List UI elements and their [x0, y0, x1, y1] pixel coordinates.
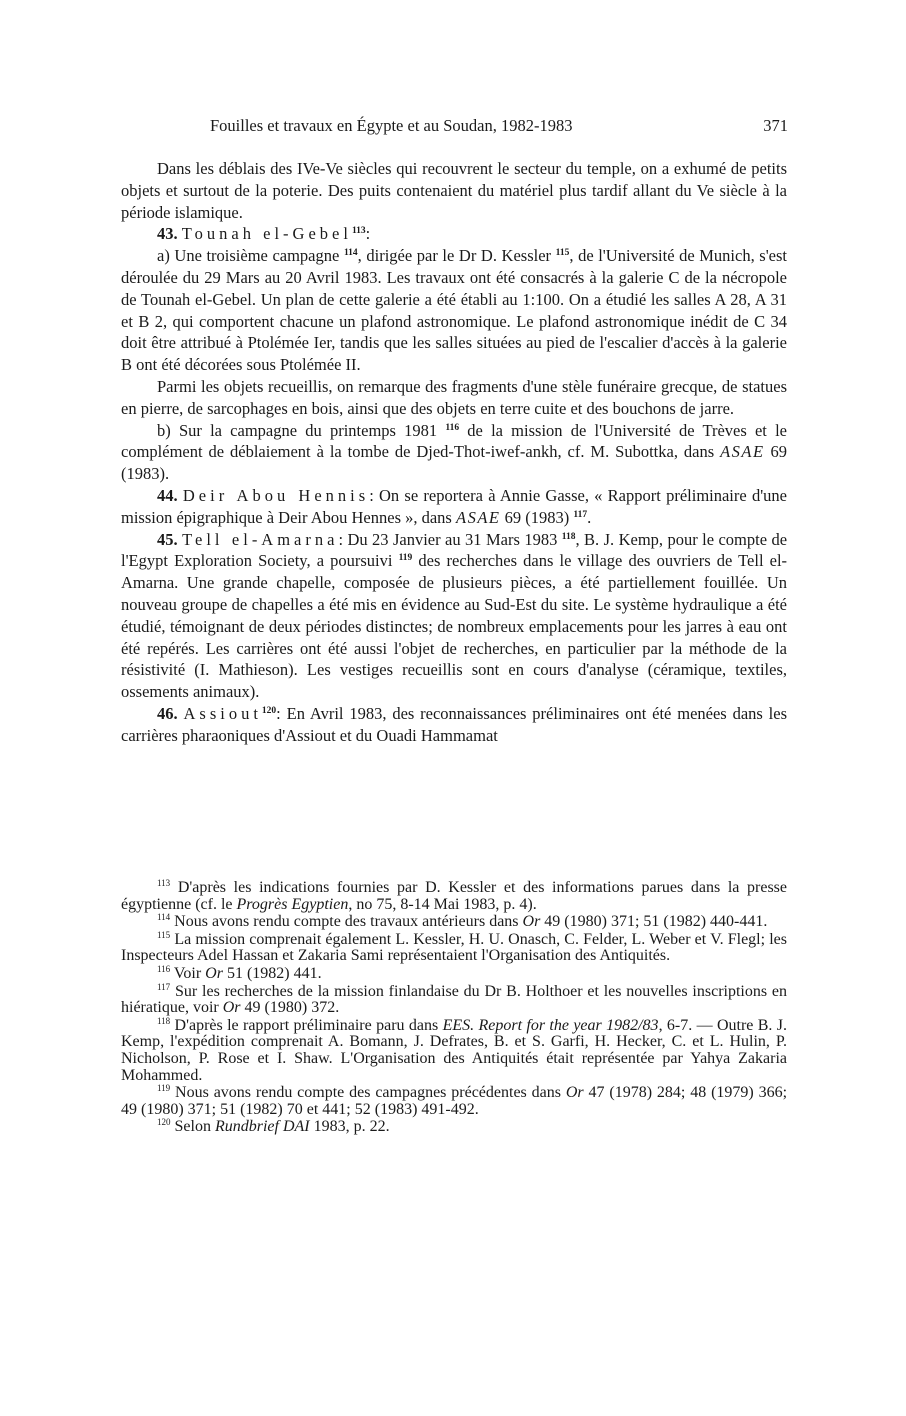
text-run: 69 (1983) [504, 507, 570, 527]
text-run: : On se reportera à Annie Gasse, « Rapport préliminaire d'une mission épigraphique à Deir Abou Hennes », dans [121, 485, 788, 527]
footnote-ref: 118 [561, 531, 576, 542]
footnote-number: 113 [157, 878, 171, 888]
section-number: 46. [157, 703, 178, 723]
footnote-number: 117 [157, 981, 171, 992]
running-header [210, 116, 788, 136]
footnote-number: 116 [157, 963, 171, 974]
footnote [121, 1119, 787, 1136]
publication-title: Or [205, 964, 223, 982]
footnote-number: 119 [157, 1083, 171, 1094]
journal-title: ASAE [455, 507, 501, 527]
paragraph: Parmi les objets recueillis, on remarque des fragments d'une stèle funéraire grecque, de statues en pierre, de sarcophages en bois, ainsi que des objets en terre cuite et des bouchons de jarre. [121, 376, 787, 418]
text-run: , B. J. Kemp, pour le compte de l'Egypt Exploration Society, a poursuivi [121, 529, 788, 571]
footnote-ref: 116 [445, 422, 460, 433]
text-run: : Du 23 Janvier au 31 Mars 1983 [338, 529, 558, 549]
site-name: Tell el-Amarna [182, 529, 339, 549]
text-run: Sur les recherches de la mission finlandaise du Dr B. Holthoer et les nouvelles inscriptions en hiératique, voir [121, 982, 788, 1017]
section-44: 44. Deir Abou Hennis: On se reportera à Annie Gasse, « Rapport préliminaire d'une mission épigraphique à Deir Abou Hennes », dans ASAE 69 (1983) $^{117}$. [121, 485, 788, 527]
text-run: 1983, p. 22. [313, 1118, 390, 1136]
paragraph [121, 245, 787, 376]
footnote-number: 114 [157, 912, 171, 923]
footnote-ref: 114 [343, 248, 358, 259]
main-text [121, 158, 787, 747]
footnote [121, 929, 788, 965]
text-run: Selon [174, 1118, 211, 1136]
text-run: des recherches dans le village des ouvriers de Tell el-Amarna. Une grande chapelle, composée de plusieurs pièces, a été partiellement fouillée. Un nouveau groupe de chapelles a été mis en évidence au Sud-Est du site. Le système hydraulique a été étudié, témoignant de deux périodes distinctes; de nombreux emplacements pour les jarres à eau ont été repérés. Les carrières ont été aussi l'objet de recherches, en particulier par la méthode de la résistivité (I. Mathieson). Les vestiges recueillis sont en cours d'analyse (céramique, textiles, ossements animaux). [121, 551, 788, 702]
footnote-ref: 115 [555, 248, 570, 259]
text-run: , dirigée par le Dr D. Kessler [357, 246, 552, 266]
text-run: D'après le rapport préliminaire paru dans [174, 1016, 439, 1034]
journal-title: ASAE [720, 442, 765, 462]
publication-title: Or [222, 999, 241, 1017]
footnote [121, 1085, 787, 1118]
section-43-heading: 43. Tounah el-Gebel$^{113}$: [157, 224, 371, 244]
section-number: 43. [157, 224, 178, 244]
running-title: Fouilles et travaux en Égypte et au Soudan, 1982-1983 [210, 116, 573, 135]
footnote-number: 120 [157, 1117, 171, 1128]
paragraph [121, 420, 787, 485]
publication-title: Or [565, 1084, 584, 1102]
section-45 [121, 529, 787, 703]
text-run: b) Sur la campagne du printemps 1981 [157, 420, 438, 440]
publication-title: Rundbrief DAI [214, 1118, 310, 1136]
page-number: 371 [763, 116, 788, 135]
section-number: 45. [157, 529, 178, 549]
footnote [121, 880, 787, 913]
text-run: , no 75, 8-14 Mai 1983, p. 4). [348, 895, 537, 913]
footnote [121, 981, 788, 1017]
text-run: , 6-7. — Outre B. J. Kemp, l'expédition comprenait A. Bomann, J. Defrates, B. et S. Garfi, H. Hecker, C. et L. Hulin, P. Nicholson, P. Rose et I. Shaw. L'Organisation des Antiquités était représentée par Yahya Zakaria Mohammed. [121, 1016, 788, 1084]
footnote-ref: 120 [261, 705, 277, 716]
text-run: , de l'Université de Munich, s'est déroulée du 29 Mars au 20 Avril 1983. Les travaux ont été consacrés à la galerie C de la nécropole de Tounah el-Gebel. Un plan de cette galerie a été établi au 1:100. On a étudié les salles A 28, A 31 et B 2, qui comportent chacune un plafond astronomique. Le plafond astronomique inédit de C 34 doit être attribué à Ptolémée Ier, tandis que les salles situées au pied de l'escalier d'accès à la galerie B ont été décorées sous Ptolémée II. [121, 246, 788, 375]
text-run: 49 (1980) 372. [244, 999, 340, 1017]
footnote-ref: 117 [573, 509, 588, 520]
publication-title: Progrès Egyptien [236, 895, 349, 913]
footnote [121, 914, 787, 931]
footnote-number: 115 [157, 929, 171, 940]
publication-title: Or [522, 913, 541, 931]
text-run: de la mission de l'Université de Trèves et le complément de déblaiement à la tombe de Djed-Thot-iwef-ankh, cf. M. Subottka, dans [121, 420, 787, 462]
footnotes [121, 880, 787, 1137]
text-run: Nous avons rendu compte des campagnes précédentes dans [175, 1084, 561, 1102]
text-run: La mission comprenait également L. Kessler, H. U. Onasch, C. Felder, L. Weber et V. Flegl; les Inspecteurs Adel Hassan et Zakaria Sami représentaient l'Organisation des Antiquités. [121, 930, 788, 965]
text-run: 49 (1980) 371; 51 (1982) 440-441. [544, 913, 768, 931]
site-name: Assiout [183, 703, 262, 723]
text-run: D'après les indications fournies par D. Kessler et des informations parues dans la presse égyptienne (cf. le [121, 879, 788, 913]
paragraph: Dans les déblais des IVe-Ve siècles qui recouvrent le secteur du temple, on a exhumé de petits objets et surtout de la poterie. Des puits contenaient du matériel plus tardif allant du Ve siècle à la période islamique. [121, 159, 787, 222]
text-run: 69 (1983). [121, 442, 787, 484]
footnote [121, 963, 787, 983]
section-46 [121, 703, 787, 747]
text-run: : En Avril 1983, des reconnaissances préliminaires ont été menées dans les carrières pharaoniques d'Assiout et du Ouadi Hammamat [121, 703, 787, 745]
text-run: 47 (1978) 284; 48 (1979) 366; 49 (1980) 371; 51 (1982) 70 et 441; 52 (1983) 491-492. [121, 1084, 788, 1118]
publication-title: EES. Report for the year 1982/83 [442, 1016, 659, 1034]
site-name: Tounah el-Gebel [181, 224, 352, 244]
site-name: Deir Abou Hennis [182, 485, 370, 505]
text-run: Voir [173, 964, 202, 982]
text-run: 51 (1982) 441. [226, 964, 322, 982]
section-number: 44. [157, 485, 178, 505]
footnote-number: 118 [157, 1015, 171, 1026]
text-run: Nous avons rendu compte des travaux antérieurs dans [174, 913, 519, 931]
footnote-ref: 119 [398, 553, 413, 564]
text-run: a) Une troisième campagne [157, 246, 340, 266]
footnote [121, 1015, 788, 1084]
footnote-ref: 113 [351, 226, 366, 237]
